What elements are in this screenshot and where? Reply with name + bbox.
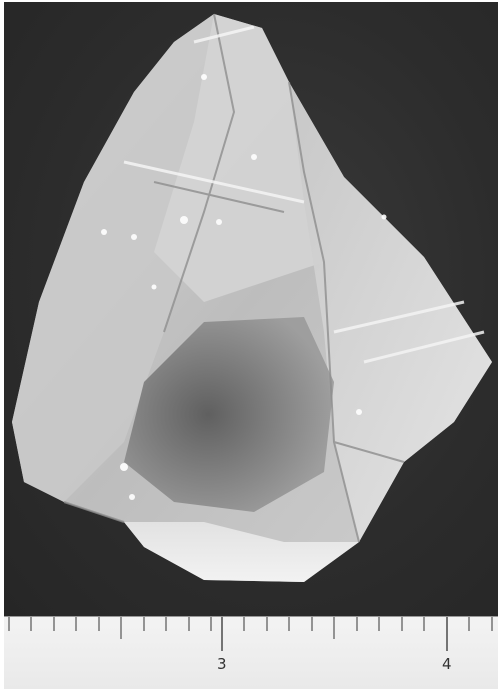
crystal-drawing (4, 2, 498, 616)
scale-ruler (4, 616, 498, 689)
ruler-ticks (4, 617, 498, 689)
ruler-label-3: 3 (217, 655, 227, 673)
ruler-label-4: 4 (442, 655, 452, 673)
crystal-photo (4, 2, 498, 616)
